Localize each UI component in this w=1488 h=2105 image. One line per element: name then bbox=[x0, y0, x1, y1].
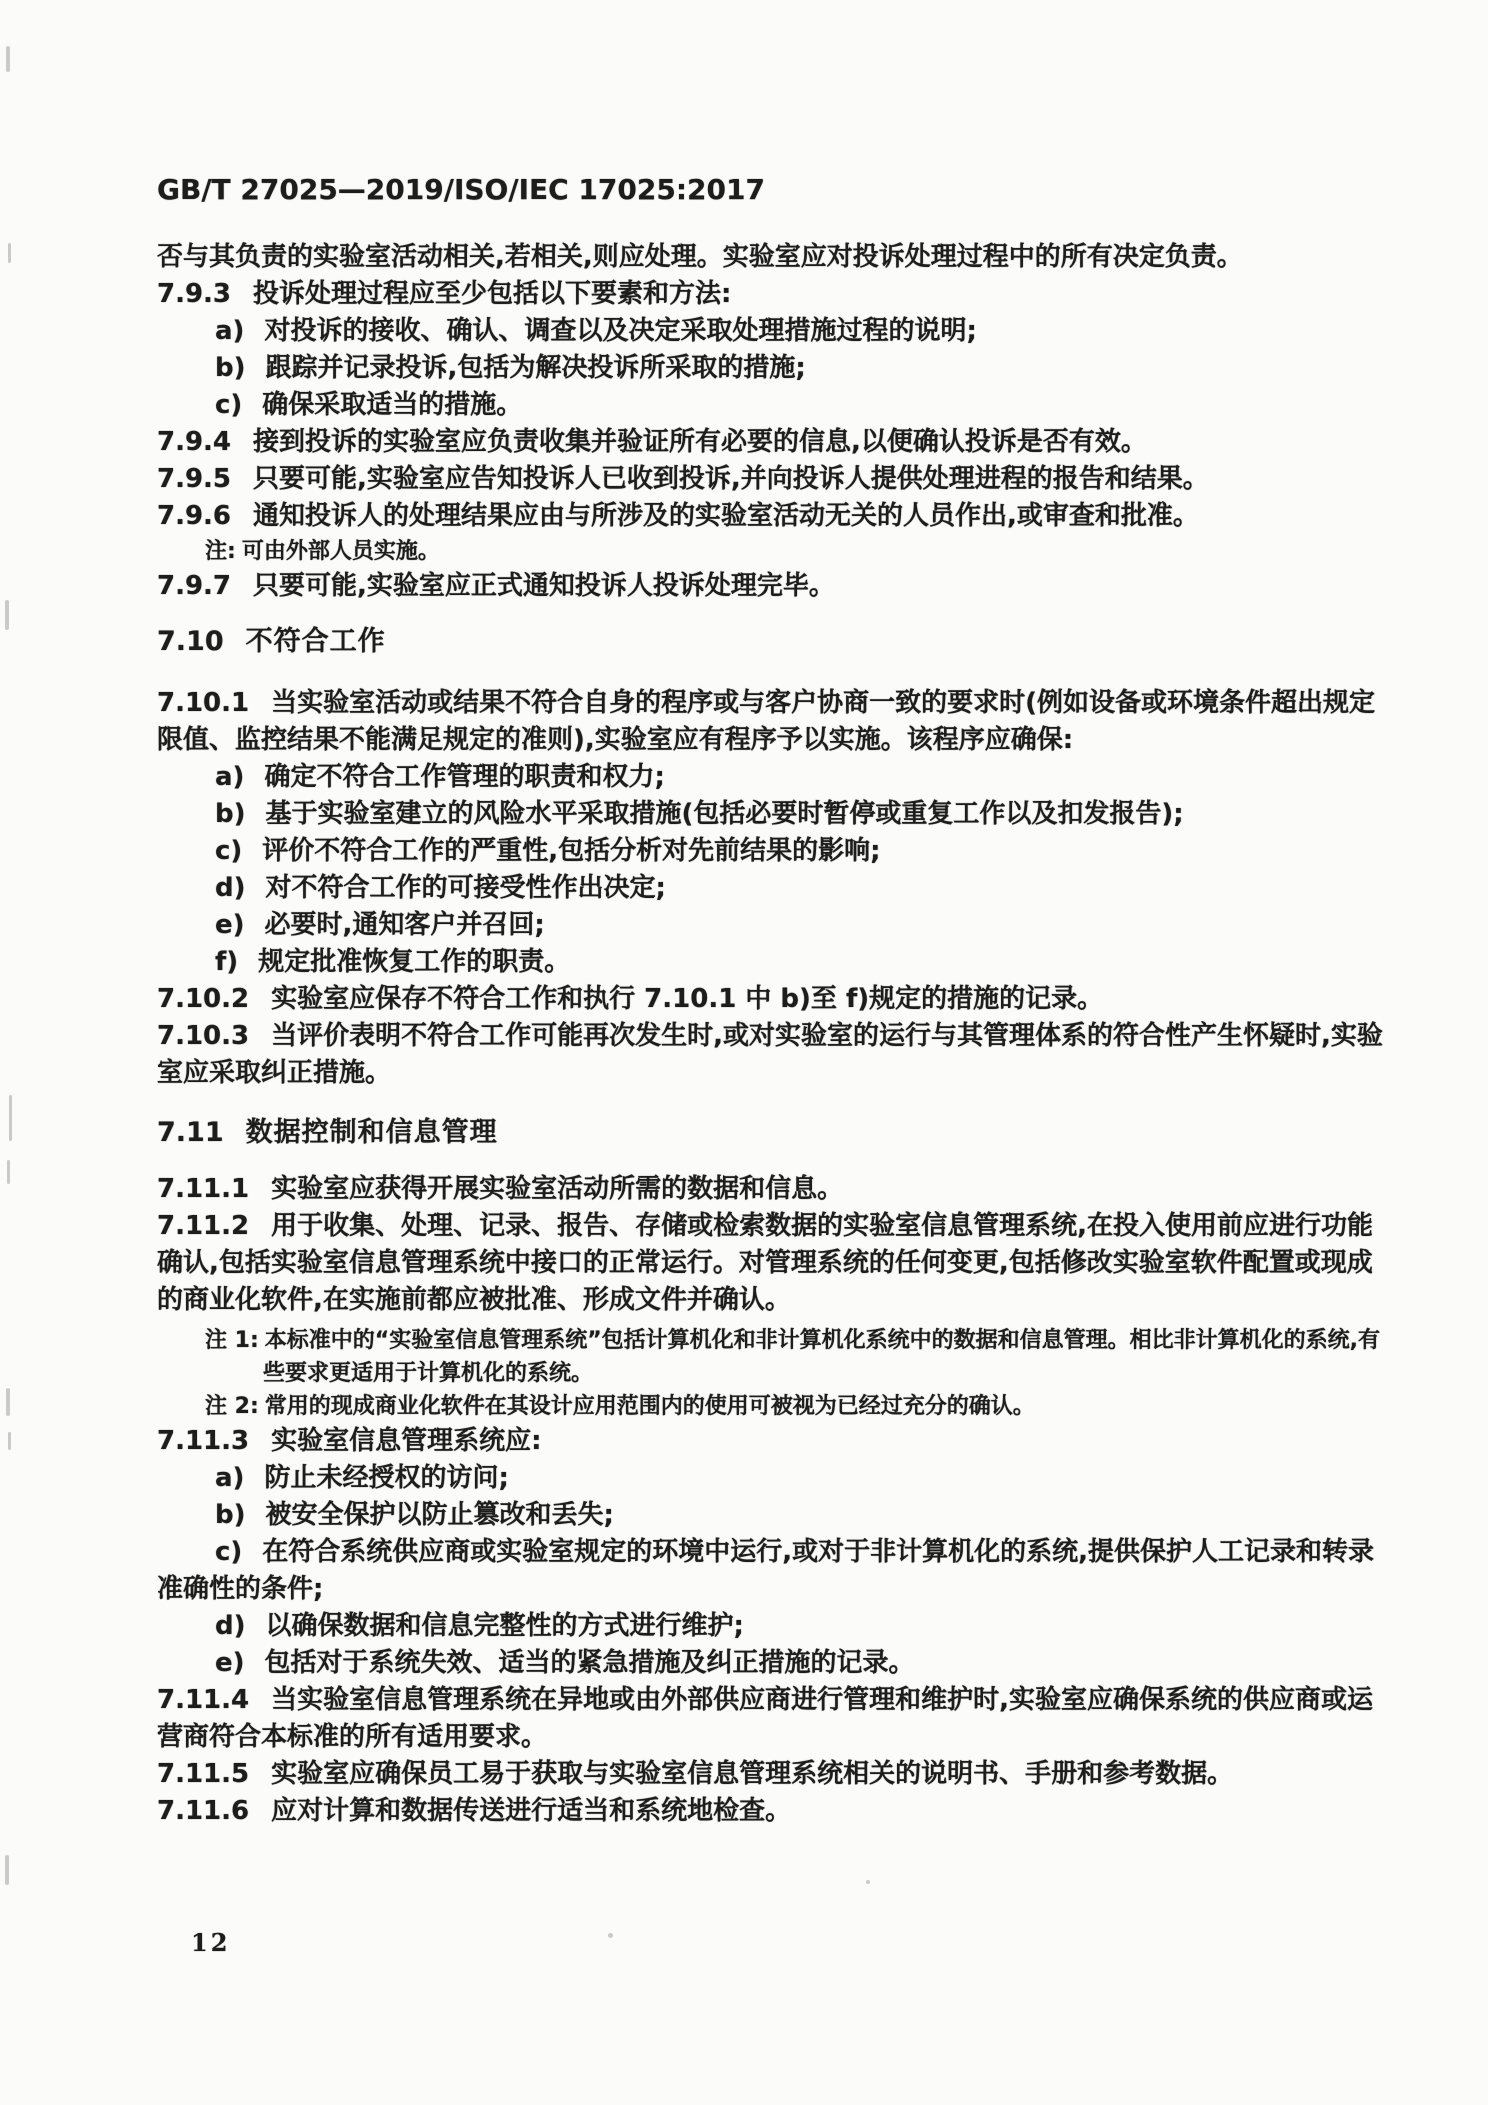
scan-artifact bbox=[866, 1880, 870, 1884]
clause-text: 接到投诉的实验室应负责收集并验证所有必要的信息,以便确认投诉是否有效。 bbox=[253, 427, 1147, 457]
clause-text: 投诉处理过程应至少包括以下要素和方法: bbox=[253, 279, 732, 309]
clause-number: 7.11.6 bbox=[157, 1796, 250, 1826]
list-marker: b) bbox=[215, 353, 246, 383]
clause-text: 当实验室活动或结果不符合自身的程序或与客户协商一致的要求时(例如设备或环境条件超出规定限值、监控结果不能满足规定的准则),实验室应有程序予以实施。该程序应确保: bbox=[157, 688, 1376, 755]
clause-7.10.3 bbox=[157, 1018, 1397, 1092]
list-text: 确保采取适当的措施。 bbox=[262, 390, 523, 420]
list-item-7.9.3-a bbox=[157, 313, 1397, 350]
scan-artifact bbox=[8, 1432, 11, 1450]
clause-text: 实验室信息管理系统应: bbox=[271, 1426, 542, 1456]
clause-number: 7.10.2 bbox=[157, 984, 250, 1014]
note-7.11.2-1 bbox=[157, 1324, 1397, 1390]
scan-artifact bbox=[6, 1388, 10, 1416]
clause-number: 7.9.6 bbox=[157, 501, 232, 531]
clause-7.11.1 bbox=[157, 1171, 1397, 1208]
clause-7.11.5 bbox=[157, 1756, 1397, 1793]
clause-number: 7.11.5 bbox=[157, 1759, 250, 1789]
list-marker: a) bbox=[215, 1463, 245, 1493]
list-text: 跟踪并记录投诉,包括为解决投诉所采取的措施; bbox=[265, 353, 806, 383]
list-marker: f) bbox=[215, 947, 239, 977]
clause-text: 实验室应保存不符合工作和执行 7.10.1 中 b)至 f)规定的措施的记录。 bbox=[271, 984, 1104, 1014]
scan-artifact bbox=[8, 243, 11, 263]
clause-number: 7.9.5 bbox=[157, 464, 232, 494]
note-label: 注 2: bbox=[205, 1394, 259, 1419]
clause-number: 7.9.4 bbox=[157, 427, 232, 457]
list-text: 包括对于系统失效、适当的紧急措施及纠正措施的记录。 bbox=[264, 1648, 915, 1678]
list-item-7.9.3-b bbox=[157, 350, 1397, 387]
scan-artifact bbox=[9, 1095, 12, 1141]
clause-number: 7.10.3 bbox=[157, 1021, 250, 1051]
list-item-7.10.1-e bbox=[157, 907, 1397, 944]
clause-number: 7.11.4 bbox=[157, 1685, 250, 1715]
clause-7.11.3 bbox=[157, 1423, 1397, 1460]
list-text: 对投诉的接收、确认、调查以及决定采取处理措施过程的说明; bbox=[264, 316, 977, 346]
list-text: 被安全保护以防止篡改和丢失; bbox=[265, 1500, 614, 1530]
note-text: 常用的现成商业化软件在其设计应用范围内的使用可被视为已经过充分的确认。 bbox=[264, 1394, 1035, 1419]
list-marker: c) bbox=[215, 390, 243, 420]
scan-artifact bbox=[5, 1855, 9, 1885]
list-item-7.9.3-c bbox=[157, 387, 1397, 424]
clause-text: 当实验室信息管理系统在异地或由外部供应商进行管理和维护时,实验室应确保系统的供应商或运营商符合本标准的所有适用要求。 bbox=[157, 1685, 1374, 1752]
list-item-7.11.3-b bbox=[157, 1497, 1397, 1534]
clause-number: 7.9.7 bbox=[157, 571, 232, 601]
page-number: 12 bbox=[191, 1928, 231, 1957]
clause-number: 7.9.3 bbox=[157, 279, 232, 309]
list-marker: a) bbox=[215, 316, 245, 346]
list-text: 在符合系统供应商或实验室规定的环境中运行,或对于非计算机化的系统,提供保护人工记录和转录准确性的条件; bbox=[157, 1537, 1375, 1604]
list-item-7.10.1-d bbox=[157, 870, 1397, 907]
list-text: 必要时,通知客户并召回; bbox=[264, 910, 545, 940]
clause-text: 当评价表明不符合工作可能再次发生时,或对实验室的运行与其管理体系的符合性产生怀疑时,实验室应采取纠正措施。 bbox=[157, 1021, 1383, 1088]
document-header bbox=[157, 171, 1397, 209]
list-marker: c) bbox=[215, 836, 243, 866]
clause-text: 应对计算和数据传送进行适当和系统地检查。 bbox=[271, 1796, 792, 1826]
list-item-7.10.1-c bbox=[157, 833, 1397, 870]
list-item-7.11.3-a bbox=[157, 1460, 1397, 1497]
note-7.11.2-2 bbox=[157, 1390, 1397, 1423]
standard-code: GB/T 27025—2019/ISO/IEC 17025:2017 bbox=[157, 173, 765, 206]
list-item-7.11.3-c bbox=[157, 1534, 1397, 1608]
clause-text: 只要可能,实验室应告知投诉人已收到投诉,并向投诉人提供处理进程的报告和结果。 bbox=[253, 464, 1209, 494]
note-label: 注 1: bbox=[205, 1328, 259, 1353]
clause-text: 实验室应获得开展实验室活动所需的数据和信息。 bbox=[271, 1174, 844, 1204]
list-marker: c) bbox=[215, 1537, 243, 1567]
clause-7.10.1 bbox=[157, 685, 1397, 759]
list-marker: e) bbox=[215, 1648, 245, 1678]
list-marker: e) bbox=[215, 910, 245, 940]
clause-7.9.4 bbox=[157, 424, 1397, 461]
clause-text: 通知投诉人的处理结果应由与所涉及的实验室活动无关的人员作出,或审查和批准。 bbox=[253, 501, 1199, 531]
document-body bbox=[157, 171, 1397, 1830]
clause-text: 用于收集、处理、记录、报告、存储或检索数据的实验室信息管理系统,在投入使用前应进行功能确认,包括实验室信息管理系统中接口的正常运行。对管理系统的任何变更,包括修改实验室软件配置或现成的商业化软件,在实施前都应被批准、形成文件并确认。 bbox=[157, 1211, 1374, 1315]
list-marker: b) bbox=[215, 799, 246, 829]
note-text: 本标准中的“实验室信息管理系统”包括计算机化和非计算机化系统中的数据和信息管理。相比非计算机化的系统,有些要求更适用于计算机化的系统。 bbox=[263, 1328, 1381, 1386]
list-item-7.10.1-a bbox=[157, 759, 1397, 796]
list-text: 基于实验室建立的风险水平采取措施(包括必要时暂停或重复工作以及扣发报告); bbox=[265, 799, 1184, 829]
section-number: 7.10 bbox=[157, 626, 224, 657]
list-text: 以确保数据和信息完整性的方式进行维护; bbox=[265, 1611, 744, 1641]
list-text: 防止未经授权的访问; bbox=[264, 1463, 509, 1493]
scan-artifact bbox=[7, 1160, 10, 1184]
clause-text: 只要可能,实验室应正式通知投诉人投诉处理完毕。 bbox=[253, 571, 835, 601]
list-text: 评价不符合工作的严重性,包括分析对先前结果的影响; bbox=[262, 836, 881, 866]
list-item-7.11.3-e bbox=[157, 1645, 1397, 1682]
clause-7.9.5 bbox=[157, 461, 1397, 498]
clause-number: 7.11.2 bbox=[157, 1211, 250, 1241]
scan-artifact bbox=[6, 46, 10, 72]
clause-7.9.7 bbox=[157, 568, 1397, 605]
clause-7.10.2 bbox=[157, 981, 1397, 1018]
note-label: 注: bbox=[205, 539, 236, 564]
section-title: 不符合工作 bbox=[245, 626, 386, 657]
note-7.9.6 bbox=[157, 535, 1397, 568]
list-item-7.10.1-f bbox=[157, 944, 1397, 981]
clause-7.9.6 bbox=[157, 498, 1397, 535]
paragraph-continuation: 否与其负责的实验室活动相关,若相关,则应处理。实验室应对投诉处理过程中的所有决定负责。 bbox=[157, 242, 1243, 272]
section-heading-7.10 bbox=[157, 623, 1397, 661]
clause-number: 7.10.1 bbox=[157, 688, 250, 718]
list-text: 确定不符合工作管理的职责和权力; bbox=[264, 762, 665, 792]
list-marker: b) bbox=[215, 1500, 246, 1530]
section-heading-7.11 bbox=[157, 1114, 1397, 1152]
list-item-7.11.3-d bbox=[157, 1608, 1397, 1645]
scan-artifact bbox=[608, 1933, 613, 1938]
clause-7.11.6 bbox=[157, 1793, 1397, 1830]
section-title: 数据控制和信息管理 bbox=[245, 1117, 498, 1148]
list-item-7.10.1-b bbox=[157, 796, 1397, 833]
clause-7.9.3 bbox=[157, 276, 1397, 313]
clause-number: 7.11.3 bbox=[157, 1426, 250, 1456]
list-text: 规定批准恢复工作的职责。 bbox=[258, 947, 571, 977]
clause-text: 实验室应确保员工易于获取与实验室信息管理系统相关的说明书、手册和参考数据。 bbox=[271, 1759, 1234, 1789]
clause-7.11.2 bbox=[157, 1208, 1397, 1319]
list-marker: d) bbox=[215, 1611, 246, 1641]
scan-artifact bbox=[5, 600, 9, 630]
list-marker: d) bbox=[215, 873, 246, 903]
section-number: 7.11 bbox=[157, 1117, 224, 1148]
clause-7.11.4 bbox=[157, 1682, 1397, 1756]
list-marker: a) bbox=[215, 762, 245, 792]
list-text: 对不符合工作的可接受性作出决定; bbox=[265, 873, 666, 903]
note-text: 可由外部人员实施。 bbox=[241, 539, 440, 564]
clause-number: 7.11.1 bbox=[157, 1174, 250, 1204]
